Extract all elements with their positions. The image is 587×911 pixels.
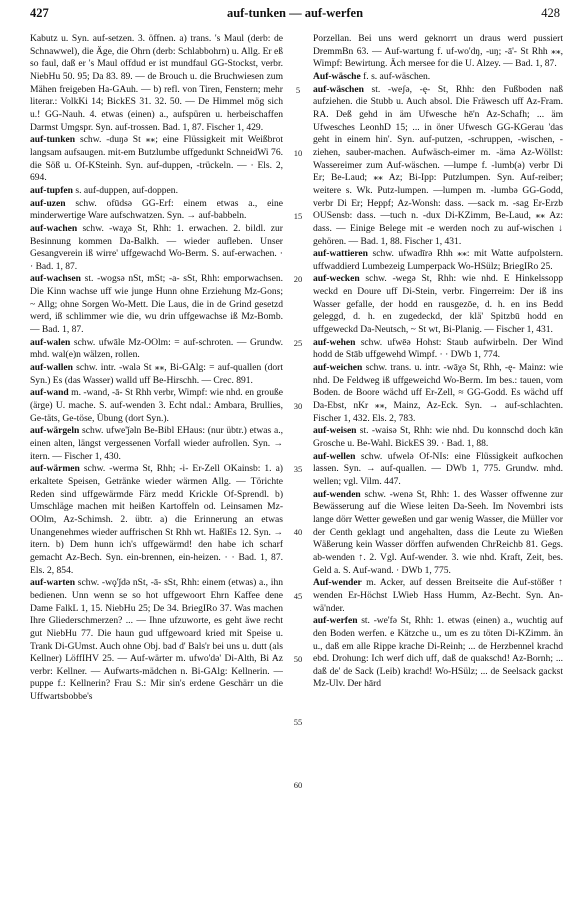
entry-body: schw. ufwāle Mz-OOlm: = auf-schroten. — Grundw. mhd. wal(e)n wälzen, rollen.	[30, 336, 283, 361]
dictionary-entry	[30, 185, 283, 198]
dictionary-entry	[30, 273, 283, 336]
line-number: 25	[293, 337, 303, 348]
page-header	[30, 6, 560, 22]
entry-body: schw. -waχə St, Rhh: 1. erwachen. 2. bildl. zur Besinnung kommen Da-Balkh. — wieder aufleben. Unser Gesangverein iß wirre' uffgewachd Wo-Berm. S. auf-erwachen. · · Bad. 1, 87.	[30, 222, 283, 272]
entry-headword: auf-tupfen	[30, 184, 73, 196]
right-column	[313, 33, 563, 905]
entry-headword: Auf-wäsche	[313, 70, 361, 82]
entry-body: st. -we'fə St, Rhh: 1. etwas (einen) a., wuchtig auf den Boden werfen. e Kätzche u., um es zu töten Di-KZimm. än u., daß em alle Rippe krache Di-Reinh; ... de Herzbennel krachd ebd. Drohung: Ich werf dich uff, daß de quakschd! Az-Bornh; ... daß de' de Sack (Leib) krachd! Wo-HSülz; ... de Seelsack gackst Mz-Ulv. Der hārd	[313, 615, 563, 690]
entry-body: m. -wand, -ā- St Rhh verbr, Wimpf: wie nhd. en grouße (ärge) U. mache. S. auf-wenden 3. Echt ndal.: Ambara, Brullies, Ge-täts, Ge-töse, Übung (dort Syn.).	[30, 387, 283, 424]
entry-body: schw. -wermə St, Rhh; -i- Er-Zell OKainsb: 1. a) erkaltete Speisen, Getränke wieder wärmen Allg. — Törichte Reden sind uffgewärmde Färz medd Krickle Of-Sprendl. b) Umschläge machen mit heißen Kartoffeln od. Leinsamen Mz-OOlm, Az-Schimsh. 2. übtr. a) die Erinnerung an etwas Unangenehmes wieder auffrischen St Rhh wt. HaßlEs 12. Syn. → itern. b) Dem hunn ich's uffgewärmd! den habe ich scharf gemacht Az-Bech. Syn. ein-brennen, ein-heizen. · · Bad. 1, 87. Els. 2, 854.	[30, 463, 283, 576]
dictionary-entry	[313, 248, 563, 273]
dictionary-entry	[313, 71, 563, 84]
entry-headword: auf-wand	[30, 387, 69, 399]
entry-body: schw. -wegə St, Rhh: wie nhd. E Hinkelssopp weckd en Doure uff Di-Stein, verbr. Fingerreim: Der iß ins Wasser gefalle, der hodd en rausgezōe, d. h. en ins Bedd geleggd, d. h. en zugedeckd, der klä' Spitzbū hodd en uffgeweckd Da-Neutsch, ~ St wt, Bi-Planig. — Fischer 1, 431.	[313, 273, 563, 336]
dictionary-entry	[313, 615, 563, 691]
dictionary-entry	[313, 489, 563, 578]
entry-headword: auf-wellen	[313, 450, 356, 462]
entry-headword: Auf-wender	[313, 577, 362, 589]
dictionary-entry	[30, 198, 283, 223]
entry-headword: auf-weichen	[313, 362, 363, 374]
line-number: 20	[293, 274, 303, 285]
entry-body: schw. intr. -walə St ⁎⁎, Bi-GAlg: = auf-quallen (dort Syn.) Es (das Wasser) walld uff Be-Hirschh. — Crec. 891.	[30, 362, 283, 386]
dictionary-entry	[313, 273, 563, 336]
entry-body: schw. ofūdsə GG-Erf: einem etwas a., eine minderwertige Ware aufschwatzen. Syn. → auf-babbeln.	[30, 197, 283, 222]
dictionary-entry	[313, 451, 563, 489]
entry-body: schw. trans. u. intr. -wāχə St, Rhh, -ę- Mainz: wie nhd. De Feldweg iß uffgeweichd Wo-Berm. Im bes.: tauen, vom Boden. de Boore wächd uff Er-Zell, ≈ GG-Godd. Es wächd uff Da-Ebst, nKr ⁎⁎, Mainz, Az-Eck. Syn. → auf-schlachten. Fischer 1, 432. Els. 2, 783.	[313, 362, 563, 424]
entry-body: Kabutz u. Syn. auf-setzen. 3. öffnen. a) trans. 's Maul (derb: de Schnawwel), die Äge, die Ohrn (derb: Schlabbohrn) u. Allg. Er eß so faul, daß er 's Maul offdud er ist mundfaul GG-Stockst, verbr. NiebHu 50. 95; Da 83. 89. — de Brouch u. die Bruchwiesen zum Mähen freigeben Ha-GAuh. — b) refl. von Tiren, Fenstern; mehr literar.: VolkKi 14; BickES 31. 32. 50. — De Himmel mög sich u.! GG-Nauh. 4. etwas (einen) a., aufspüren u. herbeischaffen Darmst Umgspr. Syn. auf-trossen. Bad. 1, 87. Fischer 1, 429.	[30, 33, 283, 133]
entry-body: st. -waisə St, Rhh: wie nhd. Du konnschd doch kān Grosche u. Be-Wahl. BickES 39. · Bad. 1, 88.	[313, 425, 563, 449]
entry-headword: auf-wachsen	[30, 273, 81, 285]
dictionary-entry	[313, 84, 563, 249]
entry-body: s. auf-duppen, auf-doppen.	[72, 184, 178, 196]
entry-headword: auf-wachen	[30, 222, 78, 234]
entry-headword: auf-wecken	[313, 273, 360, 285]
dictionary-entry	[30, 577, 283, 704]
entry-body: schw. ufwelə Of-NIs: eine Flüssigkeit aufkochen lassen. Syn. → auf-quallen. — DWb 1, 775. Grundw. mhd. wellen; vgl. Vilm. 447.	[313, 450, 563, 487]
line-number: 10	[293, 147, 303, 158]
page-running-title: auf-tunken — auf-werfen	[226, 6, 364, 20]
dictionary-entry	[30, 362, 283, 387]
entry-headword: auf-tunken	[30, 134, 76, 146]
dictionary-entry	[313, 577, 563, 615]
entry-headword: auf-wärgeln	[30, 425, 80, 437]
entry-body: schw. ufwadīrə Rhh ⁎⁎: mit Watte aufpolstern. uffwaddierd Lumbezeig Lumperpack Wo-HSülz; BriegIRo 25.	[313, 248, 563, 272]
entry-body: schw. -duŋə St ⁎⁎; eine Flüssigkeit mit Weißbrot langsam aufsaugen. mit-em Butzlumbe uffgedunkt SchneidWi 76. die Söß u. Of-KSteinh. Syn. auf-duppen, -trückeln. — · Els. 2, 694.	[30, 134, 283, 184]
entry-headword: auf-wäschen	[313, 83, 364, 95]
entry-headword: auf-uzen	[30, 197, 66, 209]
entry-body: schw. -wǫ'ǰdə nSt, -ā- sSt, Rhh: einem (etwas) a., ihn bedienen. Unn wenn se so hot uffgewoort Ehrn Kaffee dene Dame FalkL 1, 15. NiebHu 25; De 34. BriegIRo 37. Was machen Ihre Gliederschmerzen? ... — Ihne ufzuworte, es geht äwe recht gut NiebHu 77. Die haun gud uffgewoard kried mit Speise u. Trank Di-GUmst. Auch ohne Obj. bad d' Bals'r bei uns u. dutt (als Kellner) LöffIHV 25. — Auf-wärter m. ufwo'dǝ' Di-Alth, Bi Az verbr: Kellner. — Aufwarts-mädchen n. Bi-GAlg: Kellnerin. —puppe f.: Kellnerin? Frau S.: Mir sin's erdene Geschärr un die Uffwartsbobbe's	[30, 577, 283, 703]
entry-headword: auf-warten	[30, 577, 76, 589]
entry-body: m. Acker, auf dessen Breitseite die Auf-stößer ↑ wenden Er-Höchst LWieb Hass Humm, Az-Becht. Syn. An-wä'nder.	[313, 577, 563, 614]
line-number: 55	[293, 717, 303, 728]
entry-headword: auf-wärmen	[30, 463, 80, 475]
line-number: 40	[293, 527, 303, 538]
entry-headword: auf-wenden	[313, 488, 361, 500]
entry-headword: auf-wattieren	[313, 248, 368, 260]
dictionary-entry	[30, 134, 283, 185]
entry-headword: auf-walen	[30, 336, 71, 348]
entry-body: f. s. auf-wäschen.	[360, 70, 431, 82]
entry-body: schw. ufwēə Hohst: Staub aufwirbeln. Der Wind hodd de Stāb uffgewehd Wimpf. · · DWb 1, 774.	[313, 336, 563, 361]
line-number: 35	[293, 464, 303, 475]
entry-continuation	[30, 33, 283, 134]
entry-headword: auf-wallen	[30, 362, 73, 374]
dictionary-entry	[313, 337, 563, 362]
entry-body: schw. ufwe'ǰəln Be-Bibl EHaus: (nur übtr.) etwas a., einen alten, längst vergessenen Vorfall wieder aufrollen. Syn. → itern. — Fischer 1, 430.	[30, 425, 283, 462]
left-column	[30, 33, 283, 905]
line-number: 50	[293, 653, 303, 664]
entry-continuation	[313, 33, 563, 71]
page-number-left: 427	[30, 6, 49, 20]
dictionary-entry	[30, 223, 283, 274]
line-number: 45	[293, 590, 303, 601]
dictionary-entry	[313, 425, 563, 450]
entry-headword: auf-weisen	[313, 425, 357, 437]
line-number: 15	[293, 211, 303, 222]
line-number: 5	[295, 84, 301, 95]
entry-body: Porzellan. Bei uns werd geknorrt un draus werd pussiert DremmBn 63. — Auf-wartung f. uf-wo'dŋ, -uŋ; -ā'- St Rhh ⁎⁎, Wimpf: Bewirtung. Äch mersee for die U. Alzey. — Bad. 1, 87.	[313, 33, 563, 70]
line-number: 60	[293, 780, 303, 791]
page-number-right: 428	[541, 6, 560, 20]
entry-headword: auf-wehen	[313, 336, 356, 348]
dictionary-entry	[30, 387, 283, 425]
entry-body: schw. -wenə St, Rhh: 1. des Wasser offwenne zur Bewässerung auf die Wiese leiten Da-Seeh. Im Novembri ists lange dörr Wetter geweßen und gar wenig Wasser, die Müller vor der Centh geklagt und angehalten, dass die Leute zu Wießen Wäßerung kein Wasser dörffen aufwenden ChrReichb 81. Gegs. ab-wenden ↑. 2. Vgl. Auf-wender. 3. wie nhd. Kraft, Zeit, bes. Geld a. S. Auf-wand. · DWb 1, 775.	[313, 488, 563, 576]
entry-body: st. -weʃə, -ę- St, Rhh: den Fußboden naß aufziehen. die Stubb u. Auch absol. Die Fräwesch uff Az-Fram. RA. Deß gehd in äm Ufwesche hē'n Az-Schafh; ... äm Ufwesches LeonhD 15; ... in öner Ufwesch GG-KGerau 'das geht in einem hin'. Syn. auf-putzen, -schruppen, -wischen, -ziehen, sauber-machen. Aufwäsch-eimer m. -ämə Az-Wöllst: Wassereimer zum Auf-wäschen. —lumpe f. -lumb(ə) verbr Di Er; Be-Laud; ⁎⁎ Az; Bi-Ipp: Putzlumpen. Syn. Auf-reiber; weitere s. Wk. Putz-lumpen. —lumpen m. -lumbə GG-Godd, verbr Di Er; Heppf; Az-Wonsh: dass. —sack m. -sag Er-Erzb OUSensb: dass. —tuch n. -dux Di-KZimm, Be-Laud, ⁎⁎ Az: dass. — Einige Belege mit -e werden noch zu auf-wischen ↓ gehören. — Bad. 1, 88. Fischer 1, 431.	[313, 83, 563, 247]
dictionary-entry	[313, 362, 563, 425]
dictionary-entry	[30, 425, 283, 463]
dictionary-entry	[30, 463, 283, 577]
entry-headword: auf-werfen	[313, 615, 358, 627]
entry-body: st. -wogsə nSt, mSt; -a- sSt, Rhh: emporwachsen. Die Kinn wachse uff wie junge Hunn ohne Erziehung Mz-Gons; ~ Allg; ohne Sorgen Wo-Mett. Die Laus, die in de Grind gesetzd werd, iß schlimmer wie die, wu drin uffgewachse iß Mz-Bomb. — Bad. 1, 87.	[30, 273, 283, 336]
line-number: 30	[293, 400, 303, 411]
dictionary-entry	[30, 337, 283, 362]
